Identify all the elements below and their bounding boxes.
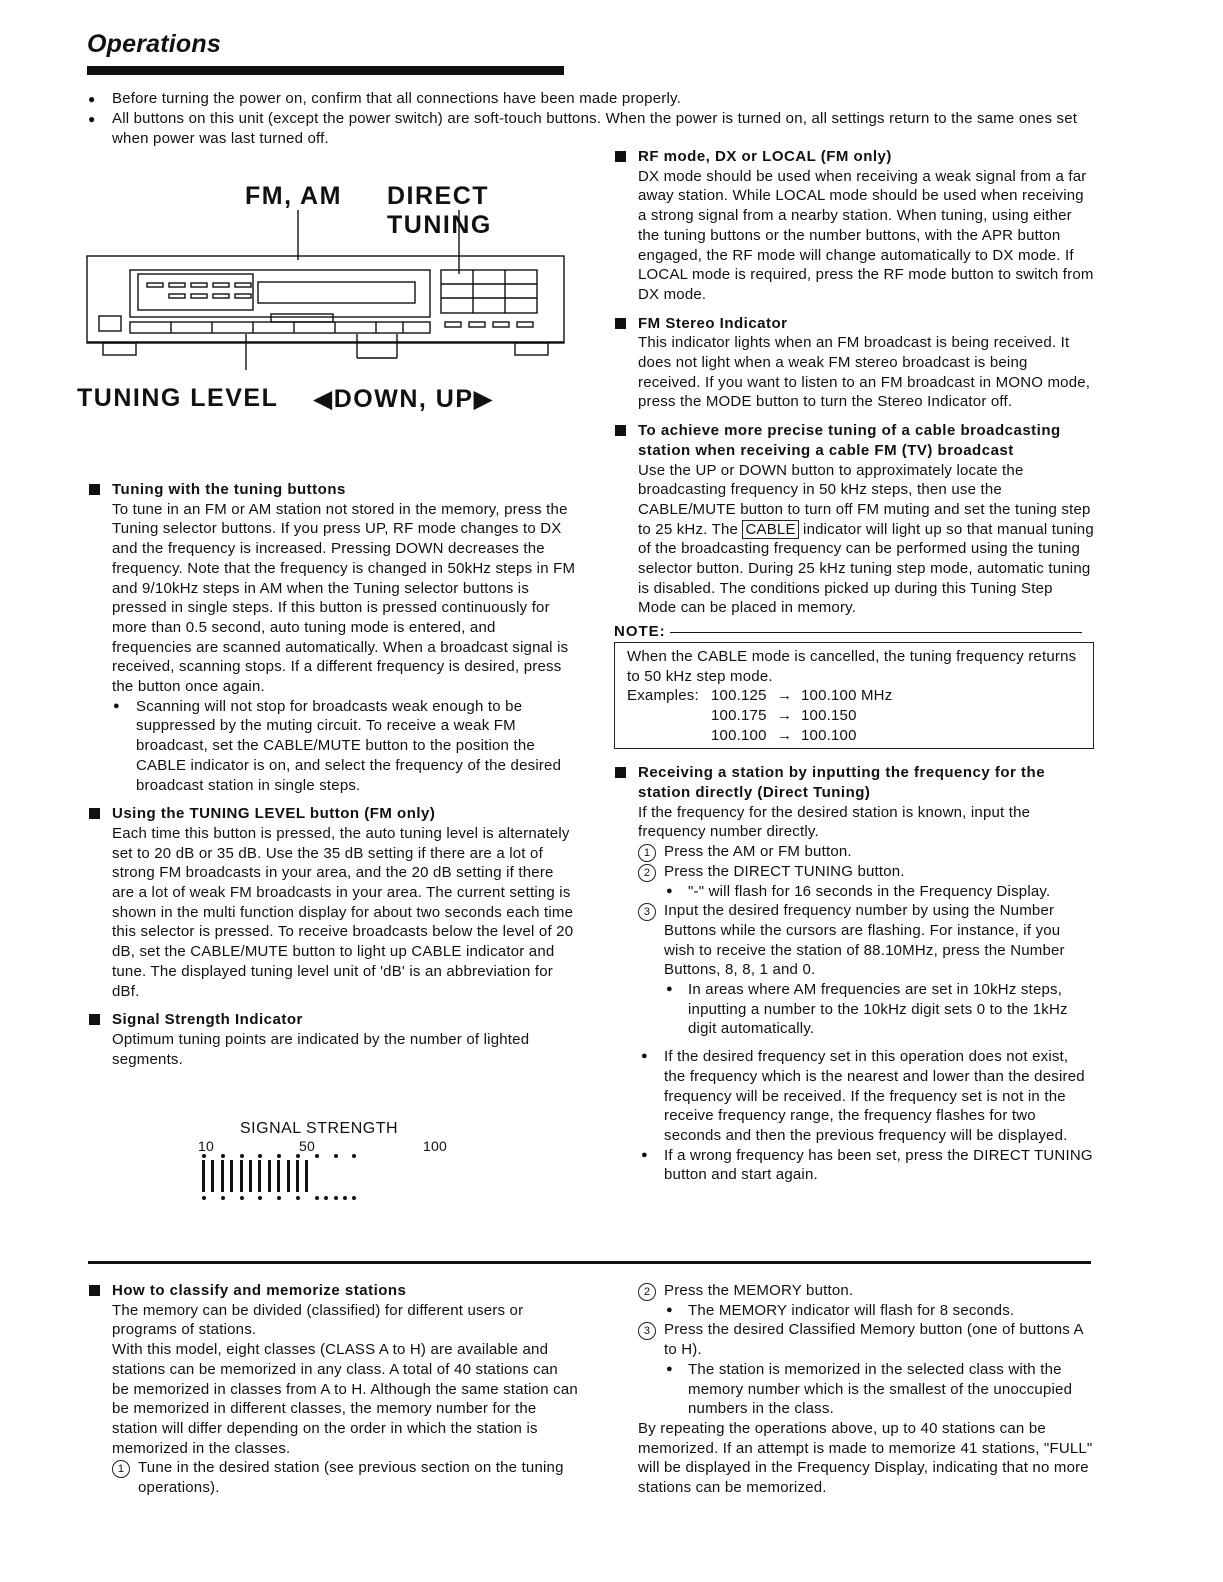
section-body: This indicator lights when an FM broadcast is being received. It does not light when a weak FM stereo broadcast is being received. If you want to listen to an FM broadcast in MONO mode, press the MODE button to turn the Stereo Indicator off. <box>638 334 1091 411</box>
lit-segment <box>258 1160 261 1192</box>
cable-indicator-box: CABLE <box>742 520 798 539</box>
note-header <box>614 622 1094 642</box>
segment-dot <box>334 1196 338 1200</box>
segment-dot <box>352 1196 356 1200</box>
scale-dot <box>202 1154 206 1158</box>
section-heading: FM Stereo Indicator <box>614 314 1094 334</box>
direct-bullet: ● If a wrong frequency has been set, press the DIRECT TUNING button and start again. <box>614 1146 1094 1185</box>
lit-segment <box>296 1160 299 1192</box>
scale-dot <box>277 1154 281 1158</box>
section-heading: Tuning with the tuning buttons <box>88 480 578 500</box>
examples-label: Examples: <box>627 687 699 705</box>
segment-dot <box>315 1196 319 1200</box>
section-body: If the frequency for the desired station is known, input the frequency number directly. <box>638 803 1031 841</box>
segment-dot <box>221 1196 225 1200</box>
signal-strength-meter <box>192 1120 462 1210</box>
front-panel-diagram <box>75 180 595 415</box>
scale-dot <box>258 1154 262 1158</box>
scale-dot <box>296 1154 300 1158</box>
signal-strength-label: SIGNAL STRENGTH <box>240 1120 399 1137</box>
label-tuning-level: TUNING LEVEL <box>77 384 279 412</box>
segment-dot <box>258 1196 262 1200</box>
classify-column <box>88 1281 578 1498</box>
label-down-up-group <box>313 384 494 414</box>
section-body: By repeating the operations above, up to 40 stations can be memorized. If an attempt is made to memorize 41 stations, "FULL" will be displayed in the Frequency Display, indicating that no more stations can be memorized. <box>638 1419 1093 1497</box>
lit-segment <box>202 1160 205 1192</box>
memory-step-3: 3 Press the desired Classified Memory button (one of buttons A to H). <box>614 1320 1094 1359</box>
note-text: When the CABLE mode is cancelled, the tuning frequency returns to 50 kHz step mode. <box>627 647 1077 685</box>
segment-dot <box>343 1196 347 1200</box>
section-heading: Receiving a station by inputting the frequency for the station directly (Direct Tuning) <box>614 763 1094 802</box>
note-examples: Examples: 100.125 → 100.100 MHz 100.175 → 100.150 100.100 → 100.100 <box>627 687 893 745</box>
section-bullet: ● Scanning will not stop for broadcasts weak enough to be suppressed by the muting circuit. To receive a weak FM broadcast, set the CABLE/MUTE button to the position the CABLE indicator is on, and select the frequency of the desired broadcast station in single steps. <box>88 697 578 796</box>
segment-dot <box>240 1196 244 1200</box>
left-column <box>88 480 578 1069</box>
lit-segment <box>240 1160 243 1192</box>
section-body: Optimum tuning points are indicated by the number of lighted segments. <box>112 1030 530 1068</box>
section-heading: To achieve more precise tuning of a cable broadcasting station when receiving a cable FM (TV) broadcast <box>614 421 1094 460</box>
section-heading: How to classify and memorize stations <box>88 1281 578 1301</box>
direct-step-2: 2 Press the DIRECT TUNING button. <box>614 862 1094 882</box>
note-box <box>614 642 1094 749</box>
section-body: Use the UP or DOWN button to approximately locate the broadcasting frequency in 50 kHz steps, then use the CABLE/MUTE button to turn off FM muting and set the tuning step to 25 kHz. The CABLE indicator will light up so that manual tuning of the broadcasting frequency can be performed using the tuning selector button. During 25 kHz tuning step mode, automatic tuning is disabled. The conditions picked up during this Tuning Step Mode can be placed in memory. <box>638 461 1094 617</box>
label-fm-am: FM, AM <box>245 182 342 210</box>
segment-dot <box>277 1196 281 1200</box>
scale-dot <box>352 1154 356 1158</box>
intro-item: ● Before turning the power on, confirm that all connections have been made properly. <box>88 89 1098 109</box>
lit-segment <box>268 1160 271 1192</box>
section-heading: RF mode, DX or LOCAL (FM only) <box>614 147 1094 167</box>
note-label: NOTE: <box>614 623 666 641</box>
scale-mid: 50 <box>299 1138 315 1154</box>
section-heading: Signal Strength Indicator <box>88 1010 578 1030</box>
lit-segment <box>305 1160 308 1192</box>
segment-dot <box>324 1196 328 1200</box>
memory-step-2: 2 Press the MEMORY button. <box>614 1281 1094 1301</box>
memory-step-3-bullet: ● The station is memorized in the selected class with the memory number which is the smallest of the unoccupied numbers in the class. <box>614 1360 1094 1419</box>
right-column <box>614 147 1094 1185</box>
section-body: To tune in an FM or AM station not stored in the memory, press the Tuning selector buttons. If you press UP, RF mode changes to DX and the frequency is increased. Pressing DOWN decreases the frequency. Note that the frequency is changed in 50kHz steps in FM and 9/10kHz steps in AM when the Tuning selector buttons is pressed in single steps. If this button is pressed continuously for more than 0.5 second, auto tuning mode is entered, and frequencies are scanned automatically. When a broadcast signal is received, scanning stops. If a different frequency is desired, press the button once again. <box>112 500 576 696</box>
title-rule <box>87 66 564 75</box>
scale-dot <box>240 1154 244 1158</box>
scale-dot <box>221 1154 225 1158</box>
intro-notes <box>88 89 1098 149</box>
section-body: DX mode should be used when receiving a weak signal from a far away station. While LOCAL mode should be used when receiving a strong signal from a nearby station. When tuning, using either the tuning buttons or the number buttons, with the APR button engaged, the RF mode will change automatically to DX mode. If LOCAL mode is required, press the RF mode button to switch from DX mode. <box>638 167 1094 303</box>
section-divider <box>88 1261 1091 1264</box>
scale-dot <box>334 1154 338 1158</box>
memory-step-2-bullet: ● The MEMORY indicator will flash for 8 seconds. <box>614 1301 1094 1321</box>
scale-dot <box>315 1154 319 1158</box>
intro-item: ● All buttons on this unit (except the power switch) are soft-touch buttons. When the power is turned on, all settings return to the same ones set when power was last turned off. <box>88 109 1098 149</box>
direct-bullet: ● If the desired frequency set in this operation does not exist, the frequency which is the nearest and lower than the desired frequency will be received. If the frequency set is not in the receive frequency range, the frequency flashes for two seconds and then the previous frequency will be displayed. <box>614 1047 1094 1146</box>
scale-max: 100 <box>423 1138 447 1154</box>
section-body: The memory can be divided (classified) for different users or programs of stations. <box>112 1301 524 1339</box>
scale-min: 10 <box>198 1138 214 1154</box>
label-direct-tuning: DIRECT TUNING <box>387 182 492 239</box>
lit-segment <box>277 1160 280 1192</box>
label-down-up: DOWN, UP <box>333 385 474 413</box>
arrow-left-icon: ◀ <box>313 385 334 413</box>
direct-step-3-bullet: ● In areas where AM frequencies are set in 10kHz steps, inputting a number to the 10kHz digit sets 0 to the 1kHz digit automatically. <box>614 980 1094 1039</box>
section-body: Each time this button is pressed, the auto tuning level is alternately set to 20 dB or 35 dB. Use the 35 dB setting if there are a lot of strong FM broadcasts in your area, and the 20 dB setting if there are a lot of weak FM broadcasts in your area. The current setting is shown in the multi function display for about two seconds each time this selector is pressed. To receive broadcasts below the level of 20 dB, set the CABLE/MUTE button to light up CABLE indicator and tune. The displayed tuning level unit of 'dB' is an abbreviation for dBf. <box>112 824 574 1000</box>
direct-step-3: 3 Input the desired frequency number by using the Number Buttons while the cursors are flashing. For instance, if you wish to receive the station of 88.10MHz, press the Number Buttons, 8, 8, 1 and 0. <box>614 901 1094 980</box>
lit-segment <box>211 1160 214 1192</box>
section-heading: Using the TUNING LEVEL button (FM only) <box>88 804 578 824</box>
segment-dot <box>202 1196 206 1200</box>
memory-column <box>614 1281 1094 1498</box>
page-title: Operations <box>87 30 221 58</box>
direct-step-1: 1 Press the AM or FM button. <box>614 842 1094 862</box>
section-body: With this model, eight classes (CLASS A to H) are available and stations can be memorized in any class. A total of 40 stations can be memorized in classes from A to H. Although the same station can be memorized in different classes, the memory number for the station will differ depending on the order in which the station is memorized in the classes. <box>112 1341 578 1457</box>
lit-segment <box>249 1160 252 1192</box>
lit-segment <box>287 1160 290 1192</box>
tuner-front-panel <box>75 210 595 370</box>
lit-segment <box>230 1160 233 1192</box>
segment-dot <box>296 1196 300 1200</box>
direct-step-2-bullet: ● "-" will flash for 16 seconds in the Frequency Display. <box>614 882 1094 902</box>
memory-step-1: 1 Tune in the desired station (see previous section on the tuning operations). <box>88 1458 578 1497</box>
arrow-right-icon: ▶ <box>473 385 495 413</box>
lit-segment <box>221 1160 224 1192</box>
